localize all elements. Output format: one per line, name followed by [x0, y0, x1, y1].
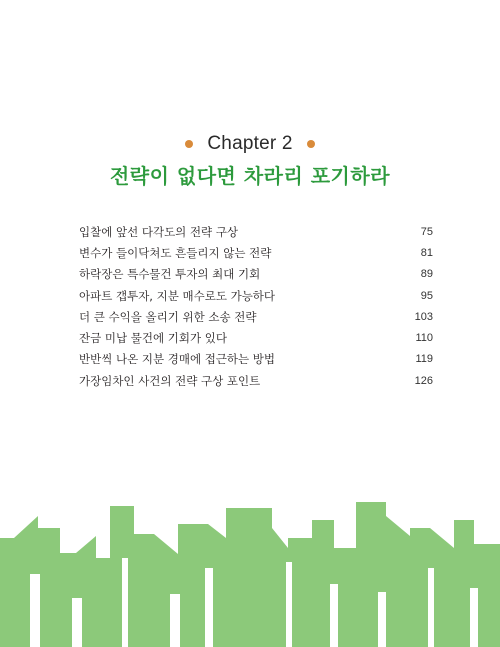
- toc-entry-page: 95: [420, 289, 433, 302]
- toc-entry-page: 75: [420, 225, 433, 238]
- toc-entry[interactable]: [79, 242, 433, 263]
- orange-dot-icon: [185, 140, 193, 148]
- toc-entry-title: 반반씩 나온 지분 경매에 접근하는 방법: [79, 352, 276, 367]
- orange-dot-icon: [307, 140, 315, 148]
- toc-entry-page: 126: [414, 374, 433, 387]
- toc-entry-title: 입찰에 앞선 다각도의 전략 구상: [79, 224, 239, 239]
- toc-entry[interactable]: [79, 221, 433, 242]
- toc-entry-title: 더 큰 수익을 올리기 위한 소송 전략: [79, 309, 257, 324]
- toc-entry-page: 119: [415, 353, 433, 366]
- toc-entry[interactable]: [79, 370, 433, 391]
- toc-entry-page: 89: [420, 268, 433, 281]
- toc-entry-title: 아파트 갭투자, 지분 매수로도 가능하다: [79, 288, 276, 303]
- toc-entry[interactable]: [79, 264, 433, 285]
- toc-entry-title: 잔금 미납 물건에 기회가 있다: [79, 331, 227, 346]
- chapter-title: 전략이 없다면 차라리 포기하라: [109, 164, 391, 188]
- toc-entry[interactable]: [79, 349, 433, 370]
- toc-entry[interactable]: [79, 327, 433, 348]
- toc-entry-title: 변수가 들이닥쳐도 흔들리지 않는 전략: [79, 245, 272, 260]
- chapter-label: Chapter 2: [207, 133, 293, 154]
- toc-entry-page: 110: [415, 332, 433, 345]
- toc-entry[interactable]: [79, 285, 433, 306]
- toc-entry-page: 103: [414, 310, 433, 323]
- toc-entry-title: 가장임차인 사건의 전략 구상 포인트: [79, 373, 261, 388]
- toc-entry-title: 하락장은 특수물건 투자의 최대 기회: [79, 267, 261, 282]
- table-of-contents: [79, 221, 433, 391]
- toc-entry-page: 81: [420, 246, 433, 259]
- city-skyline-illustration: [0, 498, 500, 647]
- chapter-header: [0, 131, 500, 157]
- toc-entry[interactable]: [79, 306, 433, 327]
